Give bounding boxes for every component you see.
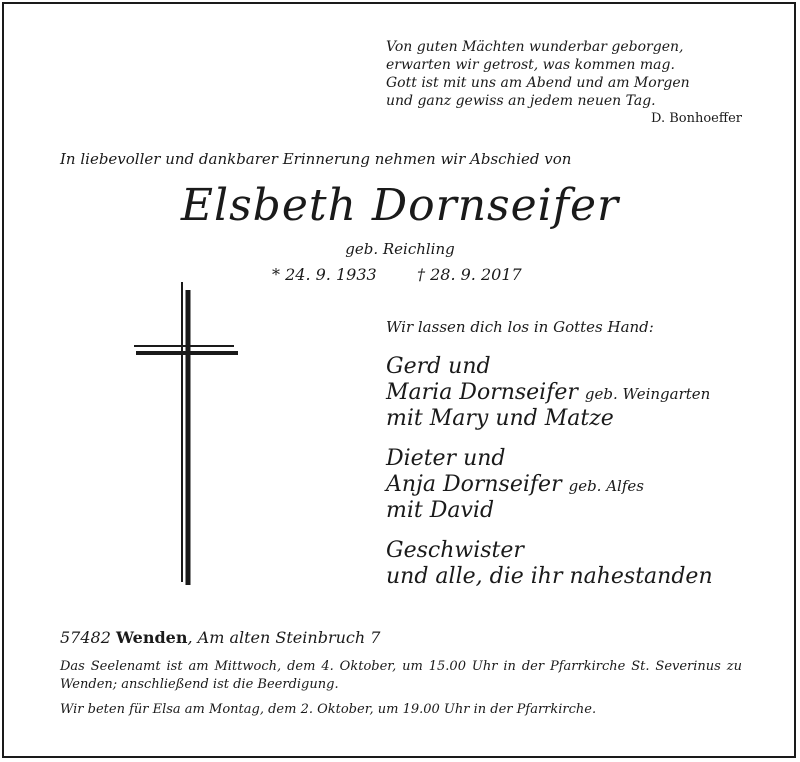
quote-line: und ganz gewiss an jedem neuen Tag. (386, 93, 656, 109)
quote-line: Gott ist mit uns am Abend und am Morgen (386, 75, 690, 91)
intro-text: In liebevoller und dankbarer Erinnerung nehmen wir Abschied von (60, 150, 572, 168)
family-line: Geschwister (386, 538, 524, 563)
quote-author: D. Bonhoeffer (650, 111, 742, 126)
address-zip: 57482 (60, 628, 111, 647)
service-info: Das Seelenamt ist am Mittwoch, dem 4. Oktober, um 15.00 Uhr in der Pfarrkirche St. Severinus zu Wenden; anschließend ist die Beerdigung. (60, 659, 742, 692)
deceased-name: Elsbeth Dornseifer (180, 180, 620, 231)
cross-icon (130, 282, 242, 587)
release-text: Wir lassen dich los in Gottes Hand: (386, 318, 654, 336)
quote-line: erwarten wir getrost, was kommen mag. (386, 57, 675, 73)
bonhoeffer-quote (386, 38, 742, 128)
family-line (386, 380, 710, 407)
address-street: , Am alten Steinbruch 7 (187, 628, 381, 647)
family-line: Gerd und (386, 354, 491, 379)
family-line (386, 472, 644, 499)
family-maiden: geb. Alfes (568, 477, 644, 495)
quote-line: Von guten Mächten wunderbar geborgen, (386, 39, 684, 55)
family-maiden: geb. Weingarten (584, 385, 711, 403)
family-line: und alle, die ihr nahestanden (386, 564, 713, 589)
maiden-name: geb. Reichling (345, 240, 455, 258)
family-line: mit David (386, 498, 495, 523)
family-name: Maria Dornseifer (386, 380, 578, 405)
address (60, 628, 380, 647)
address-city: Wenden (116, 628, 188, 647)
family-line: Dieter und (386, 446, 506, 471)
death-date: † 28. 9. 2017 (417, 265, 522, 284)
family-name: Anja Dornseifer (386, 472, 562, 497)
birth-date: * 24. 9. 1933 (272, 265, 377, 284)
evening-prayer-info: Wir beten für Elsa am Montag, dem 2. Oktober, um 19.00 Uhr in der Pfarrkirche. (60, 702, 597, 717)
family-line: mit Mary und Matze (386, 406, 614, 431)
